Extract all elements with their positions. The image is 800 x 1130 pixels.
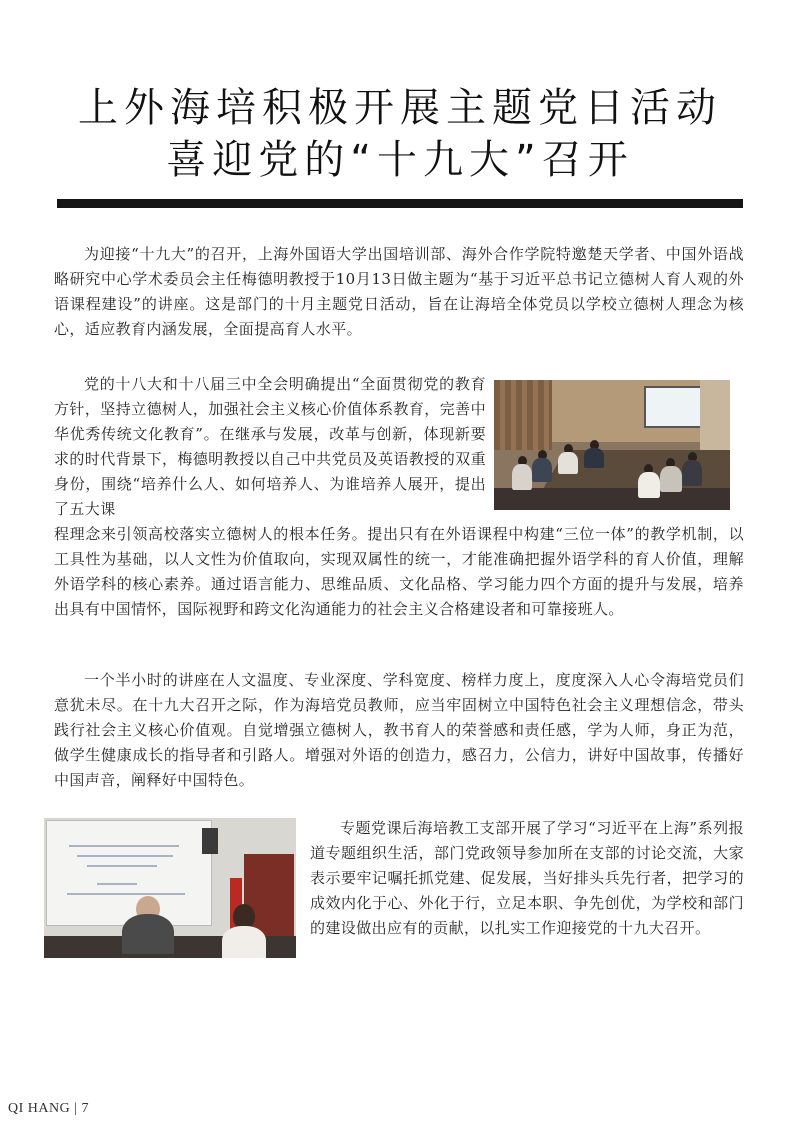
paragraph-1: 为迎接“十九大”的召开，上海外国语大学出国培训部、海外合作学院特邀楚天学者、中国外语战略研究中心学术委员会主任梅德明教授于10月13日做主题为“基于习近平总书记立德树人育人观的外语课程建设”的讲座。这是部门的十月主题党日活动，旨在让海培全体党员以学校立德树人理念为核心，适应教育内涵发展，全面提高育人水平。 bbox=[54, 245, 744, 338]
article-title bbox=[60, 82, 740, 186]
paragraph-3: 一个半小时的讲座在人文温度、专业深度、学科宽度、榜样力度上，度度深入人心令海培党员们意犹未尽。在十九大召开之际，作为海培党员教师，应当牢固树立中国特色社会主义理想信念，带头践行社会主义核心价值观。自觉增强立德树人，教书育人的荣誉感和责任感，学为人师，身正为范，做学生健康成长的指导者和引路人。增强对外语的创造力，感召力，公信力，讲好中国故事，传播好中国声音，阐释好中国特色。 bbox=[54, 671, 744, 789]
lecture-photo bbox=[44, 818, 296, 958]
title-divider bbox=[57, 199, 743, 208]
title-line-1: 上外海培积极开展主题党日活动 bbox=[78, 85, 722, 131]
paragraph-2-part-2: 程理念来引领高校落实立德树人的根本任务。提出只有在外语课程中构建“三位一体”的教学机制，以工具性为基础，以人文性为价值取向，实现双属性的统一，才能准确把握外语学科的育人价值，理解外语学科的核心素养。通过语言能力、思维品质、文化品格、学习能力四个方面的提升与发展，培养出具有中国情怀，国际视野和跨文化沟通能力的社会主义合格建设者和可靠接班人。 bbox=[54, 525, 744, 618]
title-line-2: 喜迎党的“十九大”召开 bbox=[166, 137, 634, 183]
paragraph-4: 专题党课后海培教工支部开展了学习“习近平在上海”系列报道专题组织生活，部门党政领导参加所在支部的讨论交流，大家表示要牢记嘱托抓党建、促发展，当好排头兵先行者，把学习的成效内化于心、外化于行，立足本职、争先创优，为学校和部门的建设做出应有的贡献，以扎实工作迎接党的十九大召开。 bbox=[310, 819, 744, 937]
paragraph-2-part-1: 党的十八大和十八届三中全会明确提出“全面贯彻党的教育方针，坚持立德树人，加强社会主义核心价值体系教育，完善中华优秀传统文化教育”。在继承与发展，改革与创新，体现新要求的时代背景下，梅德明教授以自己中共党员及英语教授的双重身份，围绕“培养什么人、如何培养人、为谁培养人展开，提出了五大课 bbox=[54, 375, 486, 518]
page-footer: QI HANG | 7 bbox=[8, 1101, 90, 1116]
seminar-photo bbox=[494, 380, 730, 510]
